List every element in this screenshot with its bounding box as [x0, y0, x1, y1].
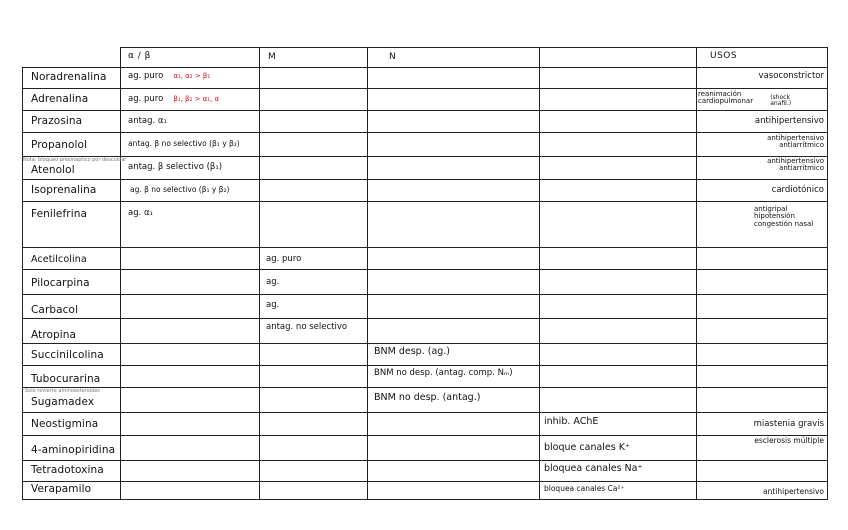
drug-name: Neostigmina	[31, 418, 99, 430]
drug-name: 4-aminopiridina	[31, 444, 116, 456]
drug-name: Propanolol	[31, 139, 88, 151]
row-divider	[22, 179, 828, 180]
column-divider	[259, 47, 260, 500]
alpha-beta-action: ag. puro α₁, α₂ > β₁	[128, 71, 211, 81]
column-divider	[120, 47, 121, 500]
header-alpha-beta: α / β	[128, 51, 151, 61]
other-mechanism: bloque canales K⁺	[544, 442, 630, 453]
alpha-beta-action: antag. α₁	[128, 116, 167, 126]
muscarinic-action: ag.	[266, 277, 280, 287]
drug-name: Tetradotoxina	[31, 464, 104, 476]
use: reanimación cardiopulmonar (shock anafil.)	[698, 90, 792, 108]
row-divider	[22, 365, 828, 366]
drug-name: Sugamadex	[31, 396, 95, 408]
drug-name: Adrenalina	[31, 93, 89, 105]
column-divider	[367, 47, 368, 500]
header-n: N	[389, 52, 397, 62]
column-divider	[539, 47, 540, 500]
row-divider	[22, 132, 828, 133]
table-border	[22, 67, 23, 500]
row-divider	[22, 318, 828, 319]
use: vasoconstrictor	[758, 71, 824, 81]
alpha-beta-action: ag. puro β₁, β₂ > α₁, α	[128, 94, 220, 104]
drug-name: Verapamilo	[31, 483, 92, 495]
use: antigripal hipotensión congestión nasal	[754, 205, 814, 228]
use: antihipertensivo	[763, 487, 824, 496]
margin-note: Nota: bloqueo presinaptico por descuidar	[23, 157, 127, 163]
row-divider	[22, 387, 828, 388]
drug-name: Pilocarpina	[31, 277, 90, 289]
other-mechanism: bloquea canales Na⁺	[544, 463, 643, 474]
row-divider	[22, 343, 828, 344]
use: antihipertensivo	[754, 116, 824, 126]
receptor-selectivity: α₁, α₂ > β₁	[173, 72, 211, 80]
row-divider	[22, 247, 828, 248]
nicotinic-action: BNM no desp. (antag.)	[374, 392, 481, 403]
receptor-selectivity: β₁, β₂ > α₁, α	[173, 95, 220, 103]
alpha-beta-action: ag. β no selectivo (β₁ y β₂)	[130, 185, 230, 194]
use: cardiotónico	[771, 185, 824, 195]
row-divider	[22, 294, 828, 295]
header-m: M	[268, 52, 277, 62]
nicotinic-action: BNM desp. (ag.)	[374, 346, 451, 357]
muscarinic-action: ag.	[266, 300, 280, 310]
drug-name: Isoprenalina	[31, 184, 97, 196]
row-divider	[22, 435, 828, 436]
drug-name: Atenolol	[31, 164, 75, 176]
drug-name: Tubocurarina	[31, 373, 101, 385]
column-divider	[696, 47, 697, 500]
use: antihipertensivo antiarrítmico	[767, 157, 824, 173]
row-divider	[22, 156, 828, 157]
muscarinic-action: ag. puro	[266, 254, 302, 264]
row-divider	[22, 201, 828, 202]
nicotinic-action: BNM no desp. (antag. comp. Nₘ)	[374, 368, 513, 378]
pharmacology-table	[22, 47, 828, 500]
alpha-beta-action: antag. β no selectivo (β₁ y β₂)	[128, 139, 240, 148]
header-usos: USOS	[710, 51, 738, 61]
table-border	[22, 499, 828, 500]
table-border	[120, 47, 828, 48]
alpha-beta-action: ag. α₁	[128, 208, 154, 218]
drug-name: Fenilefrina	[31, 208, 87, 220]
drug-name: Succinilcolina	[31, 349, 104, 361]
table-border	[22, 67, 828, 68]
row-divider	[22, 110, 828, 111]
row-divider	[22, 412, 828, 413]
use: antihipertensivo antiarrítmico	[767, 134, 824, 150]
alpha-beta-action: antag. β selectivo (β₁)	[128, 162, 223, 172]
use: miastenia gravis	[753, 419, 824, 429]
drug-name: Noradrenalina	[31, 71, 107, 83]
use: esclerosis múltiple	[754, 436, 824, 445]
drug-name: Prazosina	[31, 115, 83, 127]
table-border	[827, 47, 828, 500]
drug-name: Atropina	[31, 329, 77, 341]
margin-note: Solo revierte aminoesteroides	[25, 388, 100, 394]
other-mechanism: bloquea canales Ca²⁺	[544, 484, 625, 493]
row-divider	[22, 481, 828, 482]
row-divider	[22, 460, 828, 461]
muscarinic-action: antag. no selectivo	[266, 322, 348, 332]
row-divider	[22, 269, 828, 270]
drug-name: Acetilcolina	[31, 254, 87, 265]
row-divider	[22, 88, 828, 89]
drug-name: Carbacol	[31, 304, 79, 316]
other-mechanism: inhib. AChE	[544, 416, 599, 427]
